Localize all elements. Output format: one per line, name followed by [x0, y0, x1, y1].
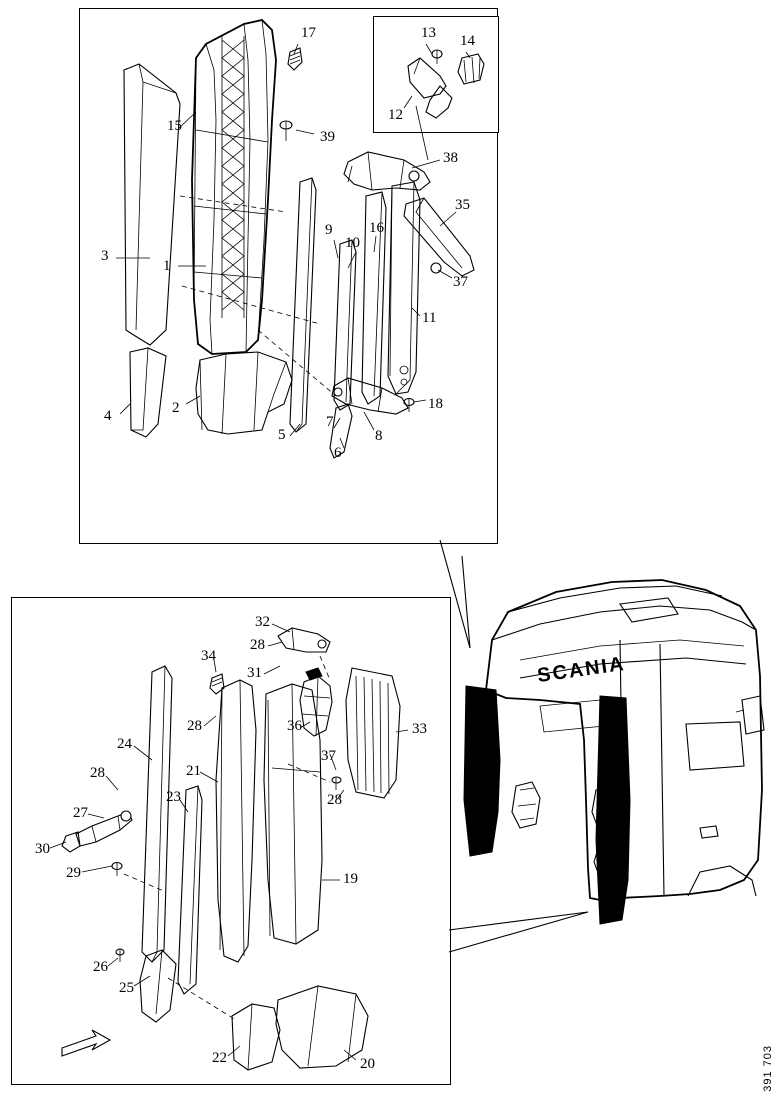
drawing-number: 391 703 — [762, 1045, 774, 1092]
callout-10: 10 — [345, 235, 360, 251]
callout-29: 29 — [66, 865, 81, 881]
callout-17: 17 — [301, 25, 316, 41]
callout-28-d: 28 — [327, 792, 342, 808]
callout-3: 3 — [101, 248, 109, 264]
callout-12: 12 — [388, 107, 403, 123]
callout-39: 39 — [320, 129, 335, 145]
callout-28-c: 28 — [90, 765, 105, 781]
callout-11: 11 — [422, 310, 437, 326]
callout-7: 7 — [326, 414, 334, 430]
callout-5: 5 — [278, 427, 286, 443]
callout-31: 31 — [247, 665, 262, 681]
callout-18: 18 — [428, 396, 443, 412]
callout-35: 35 — [455, 197, 470, 213]
callout-30: 30 — [35, 841, 50, 857]
callout-4: 4 — [104, 408, 112, 424]
callout-9: 9 — [325, 222, 333, 238]
callout-26: 26 — [93, 959, 108, 975]
callout-14: 14 — [460, 33, 475, 49]
callout-34: 34 — [201, 648, 216, 664]
callout-1: 1 — [163, 258, 171, 274]
callout-6: 6 — [334, 445, 342, 461]
callout-25: 25 — [119, 980, 134, 996]
callout-27: 27 — [73, 805, 88, 821]
callout-37-upper: 37 — [453, 274, 468, 290]
callout-37-lower: 37 — [321, 748, 336, 764]
callout-8: 8 — [375, 428, 383, 444]
callout-16: 16 — [369, 220, 384, 236]
callout-23: 23 — [166, 789, 181, 805]
callout-33: 33 — [412, 721, 427, 737]
callout-21: 21 — [186, 763, 201, 779]
callout-28-b: 28 — [187, 718, 202, 734]
callout-28-a: 28 — [250, 637, 265, 653]
callout-2: 2 — [172, 400, 180, 416]
callout-32: 32 — [255, 614, 270, 630]
callout-24: 24 — [117, 736, 132, 752]
callout-15: 15 — [167, 118, 182, 134]
callout-19: 19 — [343, 871, 358, 887]
callout-22: 22 — [212, 1050, 227, 1066]
callout-36: 36 — [287, 718, 302, 734]
callout-38: 38 — [443, 150, 458, 166]
cab-brand-text: SCANIA — [535, 652, 627, 688]
callout-20: 20 — [360, 1056, 375, 1072]
callout-13: 13 — [421, 25, 436, 41]
